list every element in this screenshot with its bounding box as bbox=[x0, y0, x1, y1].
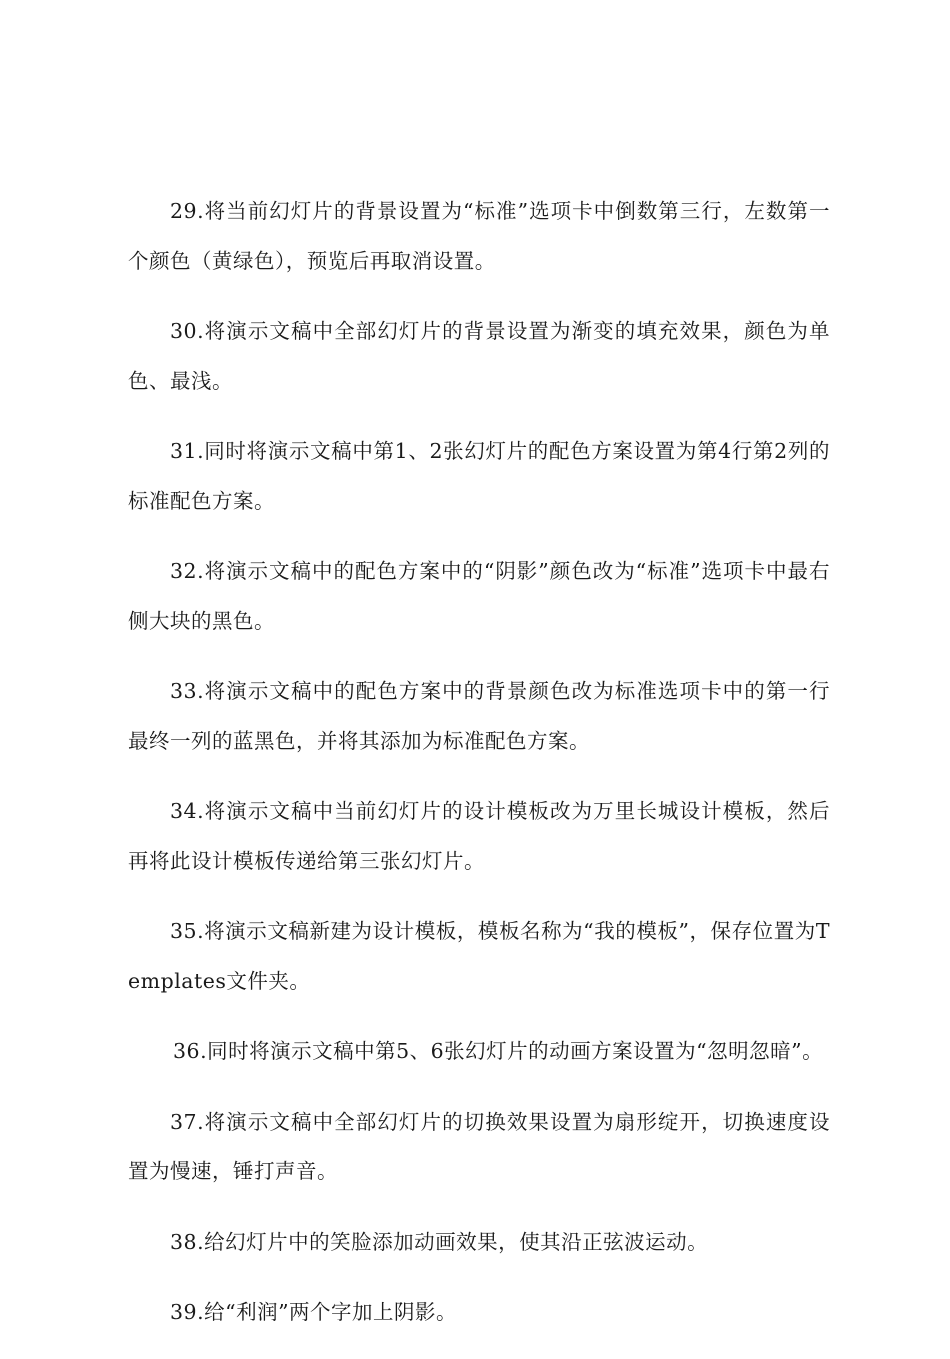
list-item-34: 34.将演示文稿中当前幻灯片的设计模板改为万里长城设计模板，然后再将此设计模板传递给第三张幻灯片。 bbox=[128, 799, 830, 873]
list-item-29: 29.将当前幻灯片的背景设置为“标准”选项卡中倒数第三行，左数第一个颜色（黄绿色），预览后再取消设置。 bbox=[128, 199, 830, 273]
list-item-32: 32.将演示文稿中的配色方案中的“阴影”颜色改为“标准”选项卡中最右侧大块的黑色。 bbox=[128, 559, 830, 633]
list-item-31: 31.同时将演示文稿中第1、2张幻灯片的配色方案设置为第4行第2列的标准配色方案。 bbox=[128, 439, 830, 513]
list-item-35: 35.将演示文稿新建为设计模板，模板名称为“我的模板”，保存位置为Templates文件夹。 bbox=[128, 919, 830, 993]
list-item-30: 30.将演示文稿中全部幻灯片的背景设置为渐变的填充效果，颜色为单色、最浅。 bbox=[128, 319, 830, 393]
list-item-36: 36.同时将演示文稿中第5、6张幻灯片的动画方案设置为“忽明忽暗”。 bbox=[173, 1039, 824, 1063]
list-item-37: 37.将演示文稿中全部幻灯片的切换效果设置为扇形绽开，切换速度设置为慢速，锤打声音。 bbox=[128, 1109, 830, 1183]
list-item-39: 39.给“利润”两个字加上阴影。 bbox=[170, 1300, 458, 1324]
list-item-38: 38.给幻灯片中的笑脸添加动画效果，使其沿正弦波运动。 bbox=[170, 1229, 709, 1254]
document-body bbox=[128, 187, 830, 1359]
list-item-33: 33.将演示文稿中的配色方案中的背景颜色改为标准选项卡中的第一行最终一列的蓝黑色，并将其添加为标准配色方案。 bbox=[128, 679, 830, 753]
